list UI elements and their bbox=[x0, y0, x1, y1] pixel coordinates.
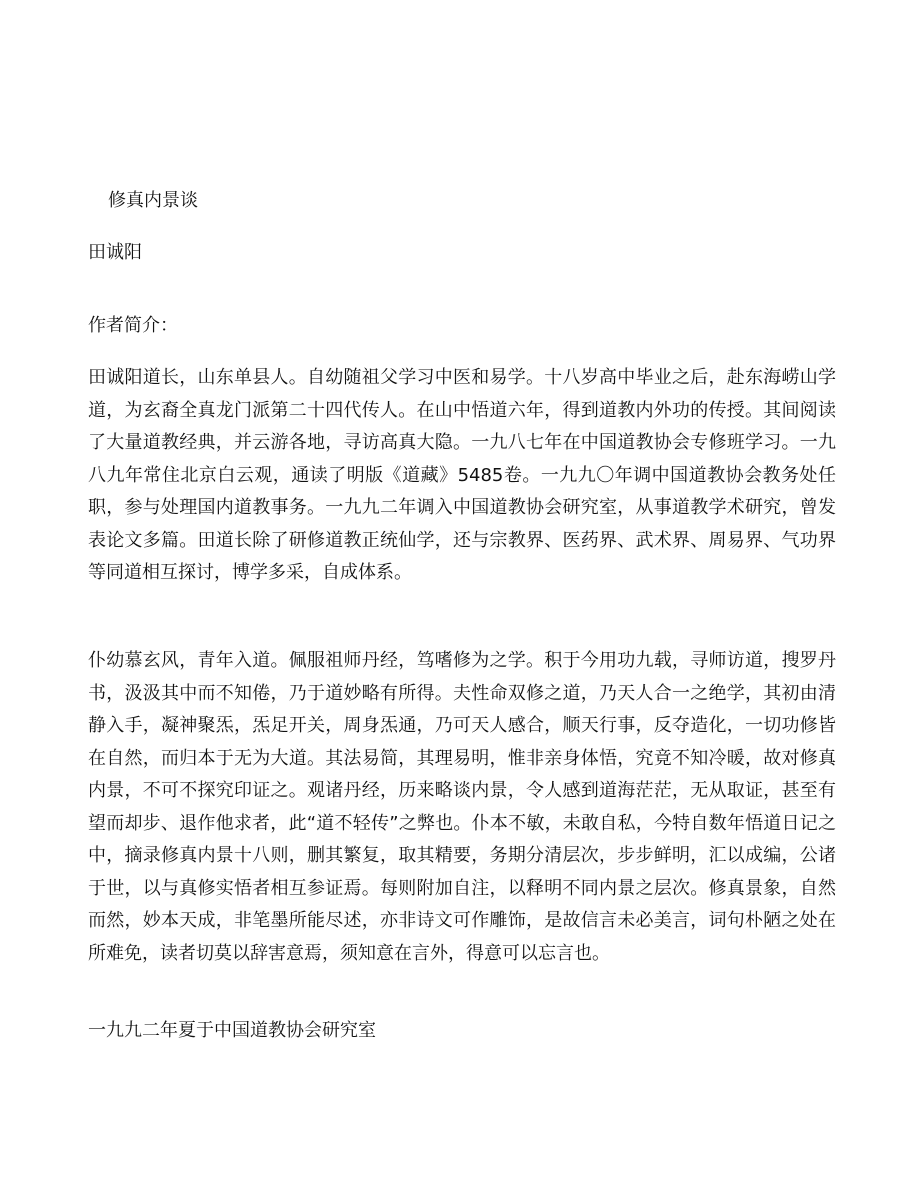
author-name: 田诚阳 bbox=[88, 242, 142, 263]
document-title: 修真内景谈 bbox=[108, 190, 198, 211]
author-intro-paragraph: 田诚阳道长，山东单县人。自幼随祖父学习中医和易学。十八岁高中毕业之后，赴东海崂山学道，为玄裔全真龙门派第二十四代传人。在山中悟道六年，得到道教内外功的传授。其间阅读了大量道教经典，并云游各地，寻访高真大隐。一九八七年在中国道教协会专修班学习。一九八九年常住北京白云观，通读了明版《道藏》5485卷。一九九〇年调中国道教协会教务处任职，参与处理国内道教事务。一九九二年调入中国道教协会研究室，从事道教学术研究，曾发表论文多篇。田道长除了研修道教正统仙学，还与宗教界、医药界、武术界、周易界、气功界等同道相互探讨，博学多采，自成体系。 bbox=[88, 367, 836, 583]
signoff-line: 一九九二年夏于中国道教协会研究室 bbox=[88, 1020, 376, 1041]
intro-heading: 作者简介： bbox=[88, 315, 178, 336]
preface-paragraph: 仆幼慕玄风，青年入道。佩服祖师丹经，笃嗜修为之学。积于今用功九载，寻师访道，搜罗丹书，汲汲其中而不知倦，乃于道妙略有所得。夫性命双修之道，乃天人合一之绝学，其初由清静入手，凝神聚炁，炁足开关，周身炁通，乃可天人感合，顺天行事，反夺造化，一切功修皆在自然，而归本于无为大道。其法易简，其理易明，惟非亲身体悟，究竟不知冷暖，故对修真内景，不可不探究印证之。观诸丹经，历来略谈内景，令人感到道海茫茫，无从取证，甚至有望而却步、退作他求者，此“道不轻传”之弊也。仆本不敏，未敢自私，今特自数年悟道日记之中，摘录修真内景十八则，删其繁复，取其精要，务期分清层次，步步鲜明，汇以成编，公诸于世，以与真修实悟者相互参证焉。每则附加自注，以释明不同内景之层次。修真景象，自然而然，妙本天成，非笔墨所能尽述，亦非诗文可作雕饰，是故信言未必美言，词句朴陋之处在所难免，读者切莫以辞害意焉，须知意在言外，得意可以忘言也。 bbox=[88, 650, 836, 964]
